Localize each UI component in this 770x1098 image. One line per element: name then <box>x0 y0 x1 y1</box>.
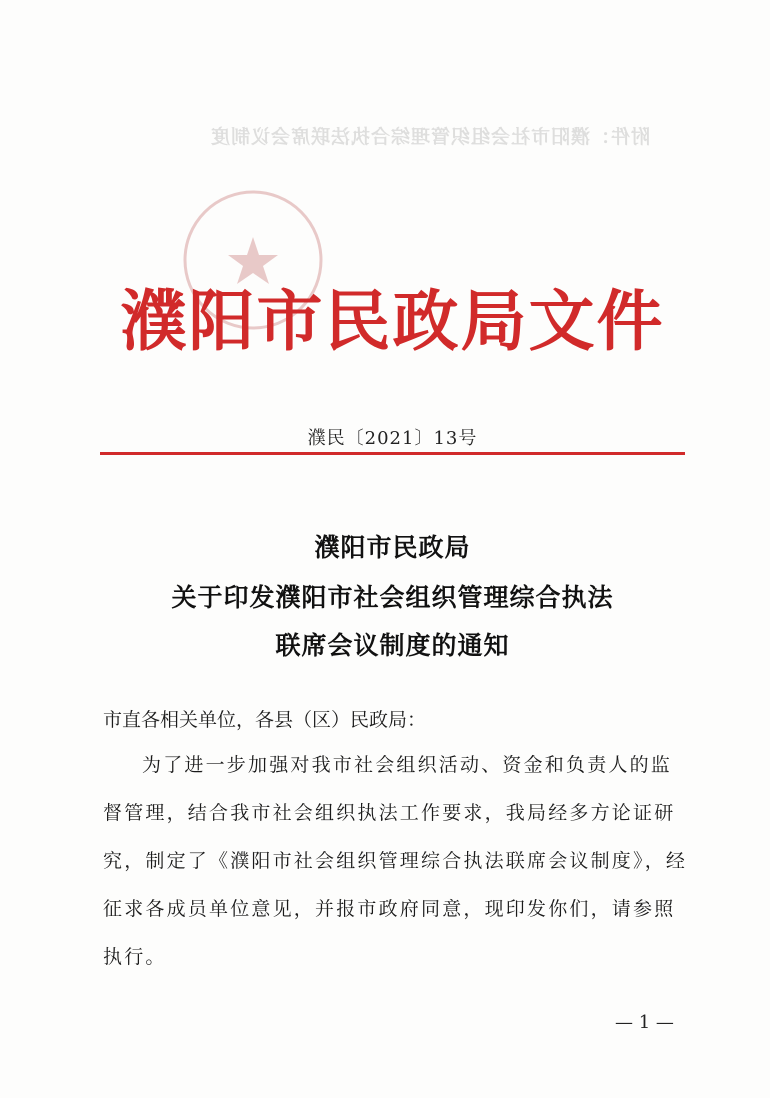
notice-title-line-3: 联席会议制度的通知 <box>275 631 510 660</box>
page-number: — 1 — <box>615 1012 674 1033</box>
red-divider-rule <box>100 452 685 455</box>
body-line-2: 督管理，结合我市社会组织执法工作要求，我局经多方论证研 <box>103 802 676 824</box>
notice-title-line-2: 关于印发濮阳市社会组织管理综合执法 <box>171 583 614 612</box>
document-number: 濮民〔2021〕13号 <box>307 428 478 449</box>
body-line-3: 究，制定了《濮阳市社会组织管理综合执法联席会议制度》，经 <box>103 850 688 872</box>
notice-title-line-1: 濮阳市民政局 <box>314 533 471 562</box>
salutation: 市直各相关单位，各县（区）民政局： <box>103 709 427 731</box>
document-header-title: 濮阳市民政局文件 <box>120 282 665 360</box>
body-line-5: 执行。 <box>103 946 167 968</box>
body-line-1: 为了进一步加强对我市社会组织活动、资金和负责人的监 <box>142 754 673 776</box>
bleed-through-text: 附件：濮阳市社会组织管理综合执法联席会议制度 <box>209 126 650 148</box>
body-line-4: 征求各成员单位意见，并报市政府同意，现印发你们，请参照 <box>103 898 676 920</box>
